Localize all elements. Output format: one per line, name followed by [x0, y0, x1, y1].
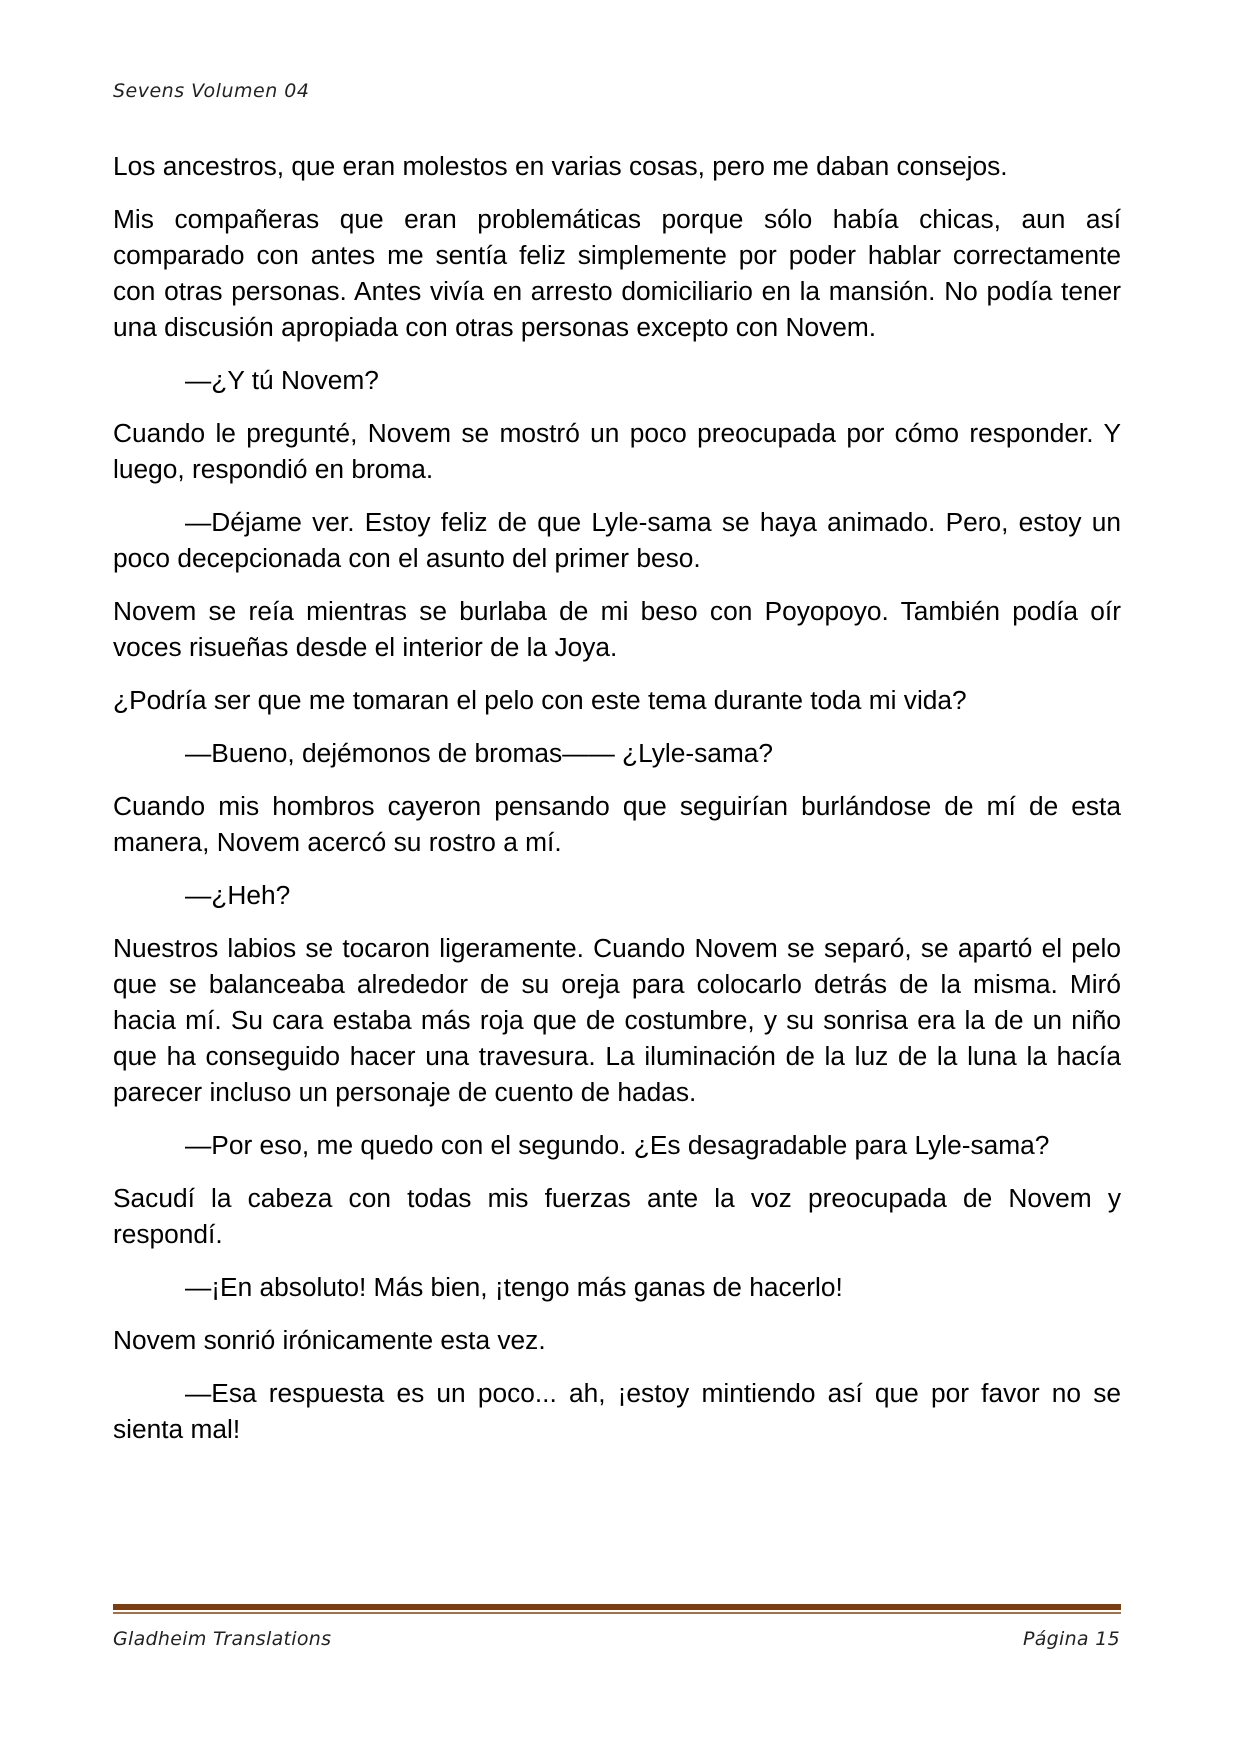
- paragraph: Mis compañeras que eran problemáticas porque sólo había chicas, aun así comparado con antes me sentía feliz simplemente por poder hablar correctamente con otras personas. Antes vivía en arresto domiciliario en la mansión. No podía tener una discusión apropiada con otras personas excepto con Novem.: [113, 204, 1121, 342]
- paragraph: ¿Podría ser que me tomaran el pelo con este tema durante toda mi vida?: [113, 685, 967, 715]
- dialogue-paragraph: —Déjame ver. Estoy feliz de que Lyle-sama se haya animado. Pero, estoy un poco decepcionada con el asunto del primer beso.: [113, 507, 1121, 573]
- paragraph: Novem sonrió irónicamente esta vez.: [113, 1325, 546, 1355]
- page-header: Sevens Volumen 04: [113, 80, 310, 102]
- footer-rule: [113, 1604, 1121, 1610]
- page-number: Página 15: [1022, 1628, 1120, 1650]
- paragraph: Novem se reía mientras se burlaba de mi beso con Poyopoyo. También podía oír voces risueñas desde el interior de la Joya.: [113, 596, 1121, 662]
- dialogue-paragraph: —Esa respuesta es un poco... ah, ¡estoy mintiendo así que por favor no se sienta mal!: [113, 1378, 1121, 1444]
- footer-rule-thin: [113, 1612, 1121, 1614]
- paragraph: Cuando le pregunté, Novem se mostró un poco preocupada por cómo responder. Y luego, respondió en broma.: [113, 418, 1121, 484]
- dialogue-paragraph: —Por eso, me quedo con el segundo. ¿Es desagradable para Lyle-sama?: [185, 1130, 1050, 1160]
- dialogue-paragraph: —¡En absoluto! Más bien, ¡tengo más ganas de hacerlo!: [185, 1272, 843, 1302]
- dialogue-paragraph: —¿Heh?: [185, 880, 291, 910]
- paragraph: Los ancestros, que eran molestos en varias cosas, pero me daban consejos.: [113, 151, 1008, 181]
- body-text: [113, 148, 1121, 1464]
- footer-publisher: Gladheim Translations: [113, 1628, 332, 1650]
- paragraph: Nuestros labios se tocaron ligeramente. Cuando Novem se separó, se apartó el pelo que se balanceaba alrededor de su oreja para colocarlo detrás de la misma. Miró hacia mí. Su cara estaba más roja que de costumbre, y su sonrisa era la de un niño que ha conseguido hacer una travesura. La iluminación de la luz de la luna la hacía parecer incluso un personaje de cuento de hadas.: [113, 933, 1121, 1107]
- paragraph: Sacudí la cabeza con todas mis fuerzas ante la voz preocupada de Novem y respondí.: [113, 1183, 1121, 1249]
- dialogue-paragraph: —¿Y tú Novem?: [185, 365, 379, 395]
- paragraph: Cuando mis hombros cayeron pensando que seguirían burlándose de mí de esta manera, Novem acercó su rostro a mí.: [113, 791, 1121, 857]
- dialogue-paragraph: —Bueno, dejémonos de bromas—— ¿Lyle-sama?: [185, 738, 774, 768]
